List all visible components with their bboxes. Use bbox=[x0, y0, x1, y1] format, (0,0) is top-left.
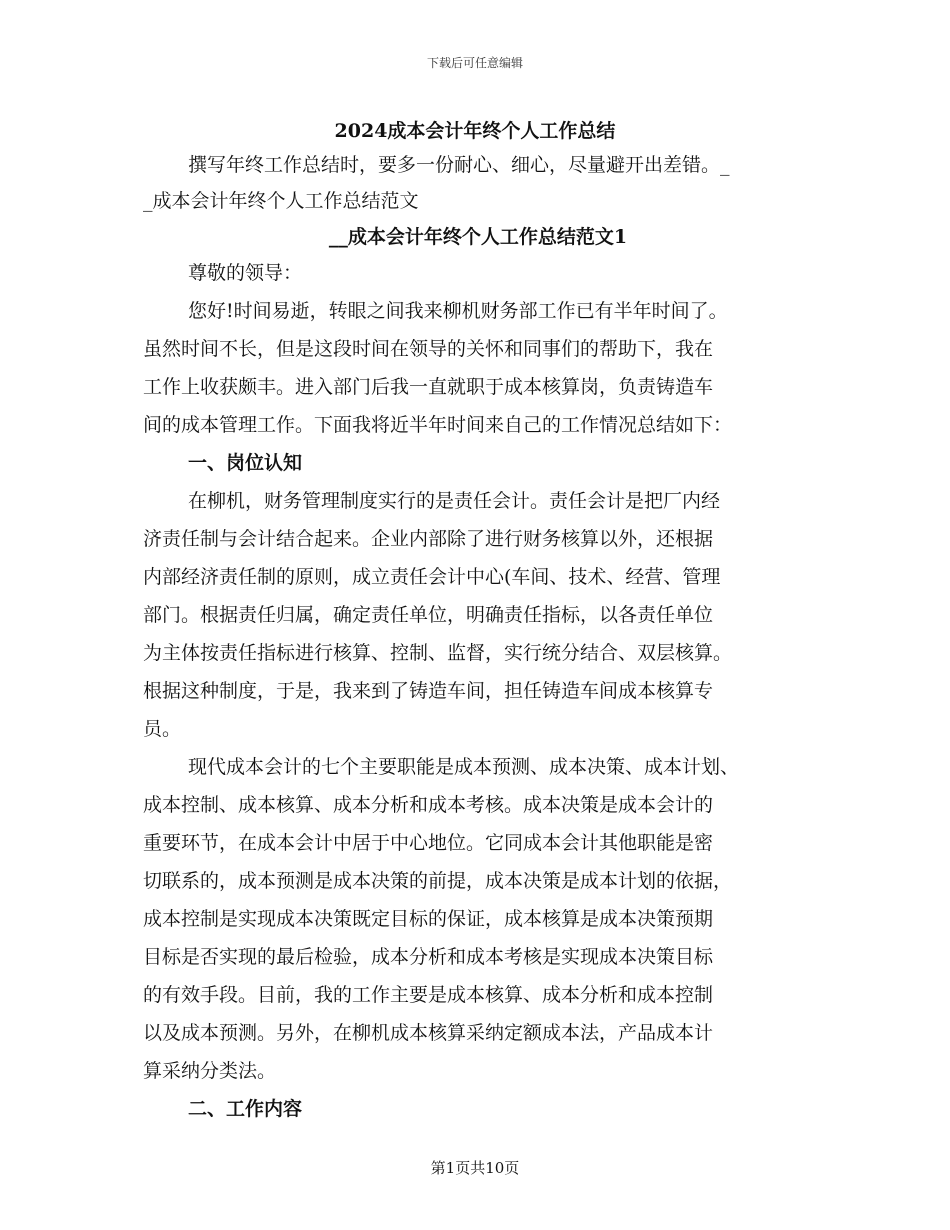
heading-1: 一、岗位认知 bbox=[188, 452, 303, 474]
paragraph-line: 以及成本预测。另外，在柳机成本核算采纳定额成本法，产品成本计 bbox=[143, 1022, 714, 1044]
paragraph-line: 内部经济责任制的原则，成立责任会计中心(车间、技术、经营、管理 bbox=[143, 566, 721, 588]
paragraph-line: 成本控制是实现成本决策既定目标的保证，成本核算是成本决策预期 bbox=[143, 908, 714, 930]
paragraph-line: 虽然时间不长，但是这段时间在领导的关怀和同事们的帮助下，我在 bbox=[143, 338, 714, 360]
page-number: 第1页共10页 bbox=[430, 1159, 520, 1177]
salutation: 尊敬的领导： bbox=[188, 262, 303, 284]
paragraph-line: 根据这种制度，于是，我来到了铸造车间，担任铸造车间成本核算专 bbox=[143, 680, 714, 702]
intro-line-1: 撰写年终工作总结时，要多一份耐心、细心，尽量避开出差错。_ bbox=[188, 154, 730, 176]
intro-line-2: _成本会计年终个人工作总结范文 bbox=[143, 190, 419, 212]
paragraph-line: 算采纳分类法。 bbox=[143, 1060, 277, 1082]
paragraph-line: 重要环节，在成本会计中居于中心地位。它同成本会计其他职能是密 bbox=[143, 832, 714, 854]
paragraph-line: 切联系的，成本预测是成本决策的前提，成本决策是成本计划的依据， bbox=[143, 870, 733, 892]
paragraph-line: 在柳机，财务管理制度实行的是责任会计。责任会计是把厂内经 bbox=[188, 490, 721, 512]
document-title: 2024成本会计年终个人工作总结 bbox=[334, 120, 616, 142]
paragraph-line: 目标是否实现的最后检验，成本分析和成本考核是实现成本决策目标 bbox=[143, 946, 714, 968]
heading-2: 二、工作内容 bbox=[188, 1098, 303, 1120]
paragraph-line: 的有效手段。目前，我的工作主要是成本核算、成本分析和成本控制 bbox=[143, 984, 714, 1006]
paragraph-line: 部门。根据责任归属，确定责任单位，明确责任指标，以各责任单位 bbox=[143, 604, 714, 626]
paragraph-line: 现代成本会计的七个主要职能是成本预测、成本决策、成本计划、 bbox=[188, 756, 740, 778]
paragraph-line: 工作上收获颇丰。进入部门后我一直就职于成本核算岗，负责铸造车 bbox=[143, 376, 714, 398]
section-title: __成本会计年终个人工作总结范文1 bbox=[328, 226, 628, 248]
paragraph-line: 济责任制与会计结合起来。企业内部除了进行财务核算以外，还根据 bbox=[143, 528, 714, 550]
paragraph-line: 您好!时间易逝，转眼之间我来柳机财务部工作已有半年时间了。 bbox=[188, 300, 728, 322]
paragraph-line: 间的成本管理工作。下面我将近半年时间来自己的工作情况总结如下： bbox=[143, 414, 733, 436]
page-header-note: 下载后可任意编辑 bbox=[426, 56, 523, 70]
paragraph-line: 为主体按责任指标进行核算、控制、监督，实行统分结合、双层核算。 bbox=[143, 642, 733, 664]
paragraph-line: 成本控制、成本核算、成本分析和成本考核。成本决策是成本会计的 bbox=[143, 794, 714, 816]
paragraph-line: 员。 bbox=[143, 718, 182, 740]
